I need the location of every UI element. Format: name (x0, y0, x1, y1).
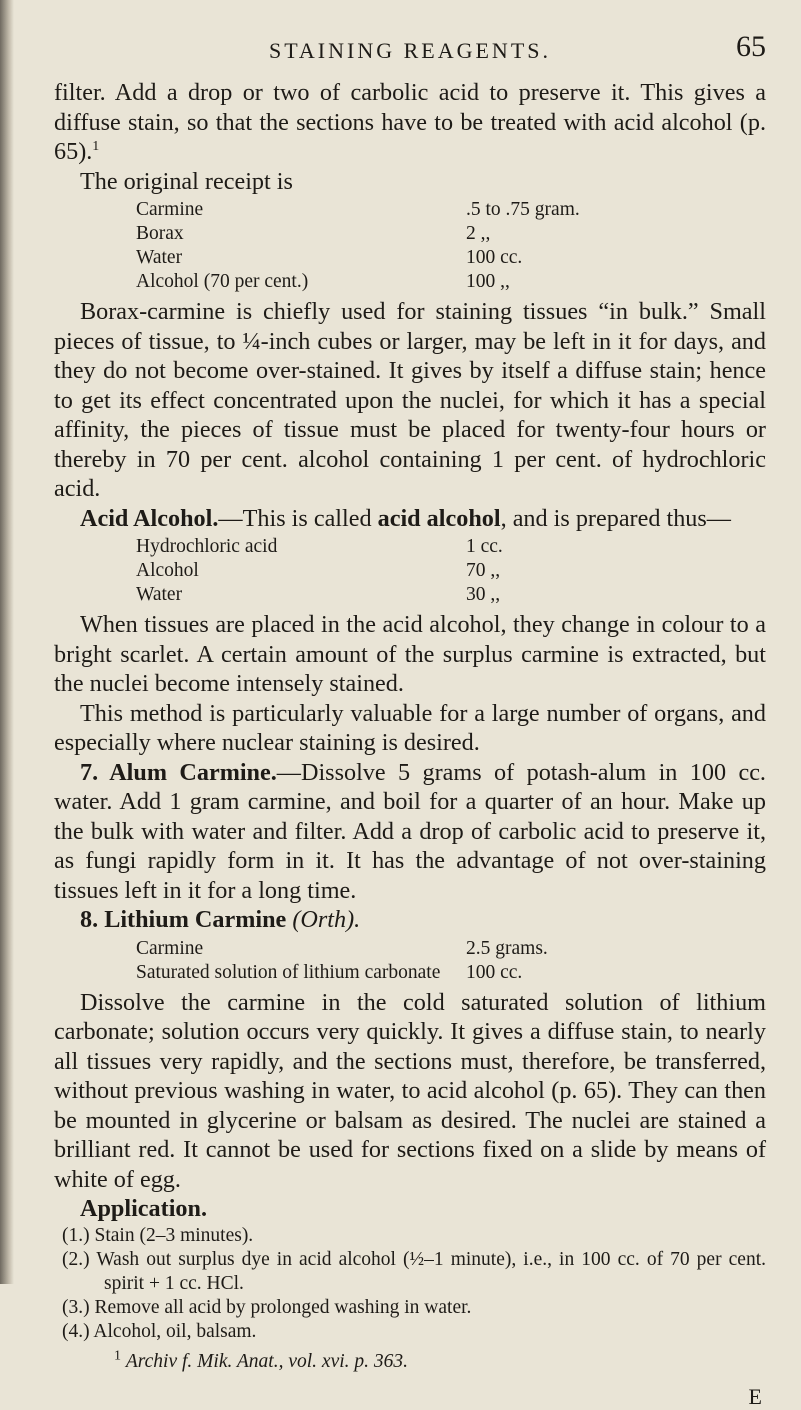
footnote-reference: 1 (92, 138, 100, 154)
ingredient-amount: 2 ,, (466, 223, 491, 244)
receipt-row (136, 198, 656, 222)
receipt-table-lithium-carmine (136, 937, 656, 985)
intro-text: filter. Add a drop or two of carbolic acid to preserve it. This gives a diffuse stain, so that the sections have to be treated with acid alcohol (p. 65). (54, 79, 766, 165)
ingredient-amount: 100 cc. (466, 247, 523, 268)
ingredient-name: Carmine (136, 937, 204, 959)
application-heading-line (54, 1194, 766, 1224)
application-heading: Application. (80, 1195, 208, 1222)
receipt-row (136, 961, 656, 985)
receipt-row (136, 583, 656, 607)
ingredient-amount: 30 ,, (466, 584, 501, 605)
footnote-mark: 1 (114, 1348, 121, 1363)
receipt-table-acid-alcohol (136, 535, 656, 607)
receipt-row (136, 270, 656, 294)
ingredient-name: Carmine (136, 199, 204, 220)
signature-mark: E (748, 1383, 762, 1409)
ingredient-amount: 100 ,, (466, 271, 510, 292)
book-page (54, 20, 766, 1409)
running-head: STAINING REAGENTS. (268, 38, 551, 63)
lithium-carmine-heading: 8. Lithium Carmine (80, 906, 287, 933)
ingredient-amount: 70 ,, (466, 560, 501, 581)
acid-alcohol-paragraph (54, 504, 766, 534)
lithium-carmine-heading-line (54, 905, 766, 935)
ingredient-name: Saturated solution of lithium carbonate (136, 961, 441, 983)
ingredient-name: Alcohol (70 per cent.) (136, 271, 309, 292)
acid-alcohol-text-after: , and is prepared thus— (500, 504, 731, 532)
ingredient-amount: .5 to .75 gram. (466, 199, 580, 220)
ingredient-amount: 1 cc. (466, 536, 503, 557)
ingredient-name: Borax (136, 223, 184, 244)
receipt-table-borax-carmine (136, 198, 656, 294)
acid-alcohol-heading: Acid Alcohol. (80, 504, 219, 532)
intro-paragraph (54, 78, 766, 167)
ingredient-amount: 2.5 grams. (466, 937, 548, 959)
acid-alcohol-effect-paragraph: When tissues are placed in the acid alcohol, they change in colour to a bright scarlet. A certain amount of the surplus carmine is extracted, but the nuclei become intensely stained. (54, 611, 766, 697)
lithium-carmine-paragraph: Dissolve the carmine in the cold saturated solution of lithium carbonate; solution occurs very quickly. It gives a diffuse stain, to nearly all tissues very rapidly, and the sections must, therefore, be transferred, without previous washing in water, to acid alcohol (p. 65). They can then be mounted in glycerine or balsam as desired. The nuclei are stained a brilliant red. It cannot be used for sections fixed on a slide by means of white of egg. (54, 988, 766, 1193)
alum-carmine-heading: 7. Alum Carmine. (80, 758, 277, 786)
application-step: (1.) Stain (2–3 minutes). (62, 1224, 254, 1246)
footnote-text: Archiv f. Mik. Anat., vol. xvi. p. 363. (125, 1350, 409, 1372)
receipt-row (136, 535, 656, 559)
page-header (54, 20, 766, 78)
ingredient-name: Alcohol (136, 560, 199, 581)
ingredient-name: Water (136, 584, 183, 605)
application-step: (4.) Alcohol, oil, balsam. (62, 1320, 257, 1342)
acid-alcohol-text-before: —This is called (218, 504, 378, 532)
footnote (54, 1350, 766, 1374)
acid-alcohol-value-paragraph: This method is particularly valuable for a large number of organs, and especially where nuclear staining is desired. (54, 699, 766, 756)
receipt-row (136, 246, 656, 270)
lithium-carmine-author: (Orth). (292, 906, 361, 933)
receipt-row (136, 559, 656, 583)
borax-carmine-paragraph: Borax-carmine is chiefly used for staining tissues “in bulk.” Small pieces of tissue, to ¼-inch cubes or larger, may be left in it for days, and they do not become over-stained. It gives by itself a diffuse stain; hence to get its effect concentrated upon the nuclei, for which it has a special affinity, the pieces of tissue must be placed for twenty-four hours or thereby in 70 per cent. alcohol containing 1 per cent. of hydrochloric acid. (54, 298, 766, 502)
alum-carmine-paragraph (54, 758, 766, 906)
ingredient-name: Hydrochloric acid (136, 536, 278, 557)
book-spine-shadow (0, 0, 14, 1284)
ingredient-name: Water (136, 247, 183, 268)
application-step: (3.) Remove all acid by prolonged washing in water. (62, 1296, 472, 1318)
alum-carmine-text: —Dissolve 5 grams of potash-alum in 100 cc. water. Add 1 gram carmine, and boil for a quarter of an hour. Make up the bulk with water and filter. Add a drop of carbolic acid to preserve it, as fungi rapidly form in it. It has the advantage of not over-staining tissues left in it for a long time. (54, 758, 766, 904)
application-step: (2.) Wash out surplus dye in acid alcohol (½–1 minute), i.e., in 100 cc. of 70 per cent. spirit + 1 cc. HCl. (62, 1248, 766, 1294)
ingredient-amount: 100 cc. (466, 961, 523, 983)
receipt-row (136, 222, 656, 246)
acid-alcohol-emphasis: acid alcohol (377, 504, 501, 532)
receipt-intro: The original receipt is (80, 167, 293, 195)
receipt-row (136, 937, 656, 961)
page-number: 65 (736, 30, 766, 63)
